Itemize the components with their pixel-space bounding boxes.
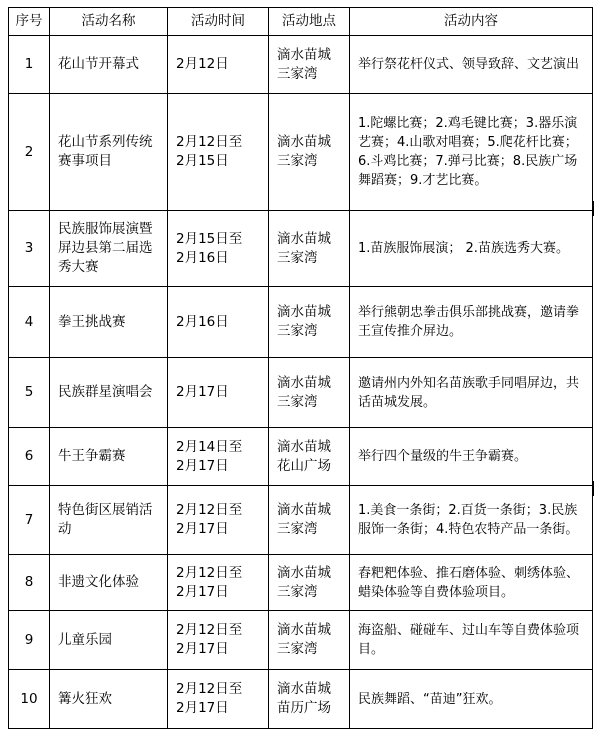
activity-content: 举行祭花杆仪式、领导致辞、文艺演出 <box>350 36 593 94</box>
activity-time <box>168 287 269 358</box>
activity-time-line: 2月17日 <box>176 641 229 657</box>
activity-place-line: 滴水苗城 <box>277 374 331 391</box>
header-name: 活动名称 <box>50 8 168 36</box>
table-row <box>9 428 593 486</box>
activity-name: 花山节开幕式 <box>50 36 168 94</box>
activity-time-line: 2月12日 <box>176 56 229 72</box>
activity-time <box>168 670 269 729</box>
row-number: 9 <box>9 611 50 670</box>
activity-time-line: 2月17日 <box>176 457 229 474</box>
activity-place <box>269 670 350 729</box>
activity-place-line: 三家湾 <box>277 393 318 410</box>
activity-place <box>269 555 350 611</box>
activity-content: 舂粑粑体验、推石磨体验、刺绣体验、蜡染体验等自费体验项目。 <box>350 555 593 611</box>
activity-place-line: 三家湾 <box>277 323 318 339</box>
table-row <box>9 36 593 94</box>
row-number: 10 <box>9 670 50 729</box>
activity-place-line: 三家湾 <box>277 583 318 600</box>
activity-place-line: 滴水苗城 <box>277 502 331 518</box>
activity-content: 1.苗族服饰展演； 2.苗族选秀大赛。 <box>350 211 593 287</box>
activity-place-line: 滴水苗城 <box>277 230 331 247</box>
activity-content: 1.陀螺比赛；2.鸡毛键比赛；3.器乐演艺赛；4.山歌对唱赛；5.爬花杆比赛；6.斗鸡比赛；7.弹弓比赛；8.民族广场舞蹈赛；9.才艺比赛。 <box>350 94 593 211</box>
activity-place-line: 三家湾 <box>277 641 318 657</box>
table-row <box>9 358 593 428</box>
row-number: 6 <box>9 428 50 486</box>
activity-place-line: 滴水苗城 <box>277 46 331 63</box>
activity-time-line: 2月17日 <box>176 521 229 537</box>
activity-place <box>269 358 350 428</box>
activity-place <box>269 94 350 211</box>
activity-place <box>269 211 350 287</box>
activity-time-line: 2月12日至 <box>176 681 243 697</box>
activity-schedule-table <box>8 7 593 729</box>
activity-time <box>168 358 269 428</box>
activity-place-line: 滴水苗城 <box>277 438 331 455</box>
scroll-edge-marker <box>593 481 594 496</box>
activity-place <box>269 611 350 670</box>
activity-time-line: 2月12日至 <box>176 502 243 518</box>
activity-name: 牛王争霸赛 <box>50 428 168 486</box>
row-number: 4 <box>9 287 50 358</box>
activity-place-line: 滴水苗城 <box>277 564 331 581</box>
activity-place-line: 三家湾 <box>277 153 318 169</box>
activity-time-line: 2月12日至 <box>176 564 243 581</box>
activity-name: 花山节系列传统赛事项目 <box>50 94 168 211</box>
activity-time <box>168 611 269 670</box>
activity-place-line: 苗历广场 <box>277 700 331 716</box>
table-row <box>9 94 593 211</box>
table-body <box>9 36 593 729</box>
activity-time <box>168 555 269 611</box>
activity-time-line: 2月17日 <box>176 384 229 400</box>
activity-time-line: 2月14日至 <box>176 438 243 455</box>
row-number: 3 <box>9 211 50 287</box>
activity-time <box>168 211 269 287</box>
activity-time-line: 2月16日 <box>176 249 229 266</box>
table-row <box>9 555 593 611</box>
activity-content: 邀请州内外知名苗族歌手同唱屏边，共话苗城发展。 <box>350 358 593 428</box>
header-place: 活动地点 <box>269 8 350 36</box>
table-row <box>9 486 593 555</box>
table-row <box>9 670 593 729</box>
activity-place <box>269 486 350 555</box>
activity-place <box>269 428 350 486</box>
row-number: 5 <box>9 358 50 428</box>
row-number: 2 <box>9 94 50 211</box>
table-row <box>9 287 593 358</box>
activity-place <box>269 287 350 358</box>
header-time: 活动时间 <box>168 8 269 36</box>
row-number: 8 <box>9 555 50 611</box>
activity-place-line: 三家湾 <box>277 521 318 537</box>
activity-schedule-document <box>8 7 593 729</box>
activity-time-line: 2月16日 <box>176 313 229 330</box>
activity-time-line: 2月15日至 <box>176 230 243 247</box>
activity-time-line: 2月12日至 <box>176 134 243 150</box>
activity-name: 非遗文化体验 <box>50 555 168 611</box>
activity-place <box>269 36 350 94</box>
activity-name: 篝火狂欢 <box>50 670 168 729</box>
activity-time <box>168 36 269 94</box>
activity-time <box>168 486 269 555</box>
row-number: 1 <box>9 36 50 94</box>
activity-place-line: 滴水苗城 <box>277 304 331 320</box>
table-row <box>9 211 593 287</box>
activity-place-line: 三家湾 <box>277 249 318 266</box>
activity-name: 民族群星演唱会 <box>50 358 168 428</box>
activity-place-line: 滴水苗城 <box>277 622 331 638</box>
activity-place-line: 滴水苗城 <box>277 681 331 697</box>
activity-place-line: 滴水苗城 <box>277 134 331 150</box>
activity-content: 举行熊朝忠拳击俱乐部挑战赛，邀请拳王宣传推介屏边。 <box>350 287 593 358</box>
activity-place-line: 花山广场 <box>277 457 331 474</box>
activity-name: 特色街区展销活动 <box>50 486 168 555</box>
activity-time-line: 2月17日 <box>176 700 229 716</box>
activity-time <box>168 94 269 211</box>
activity-time-line: 2月12日至 <box>176 622 243 638</box>
activity-time-line: 2月17日 <box>176 583 229 600</box>
activity-content: 1.美食一条街；2.百货一条街；3.民族服饰一条街；4.特色农特产品一条街。 <box>350 486 593 555</box>
activity-time-line: 2月15日 <box>176 153 229 169</box>
table-row <box>9 611 593 670</box>
header-content: 活动内容 <box>350 8 593 36</box>
activity-name: 民族服饰展演暨屏边县第二届选秀大赛 <box>50 211 168 287</box>
scroll-edge-marker <box>593 201 594 216</box>
activity-name: 拳王挑战赛 <box>50 287 168 358</box>
activity-content: 举行四个量级的牛王争霸赛。 <box>350 428 593 486</box>
row-number: 7 <box>9 486 50 555</box>
header-no: 序号 <box>9 8 50 36</box>
activity-time <box>168 428 269 486</box>
activity-content: 海盗船、碰碰车、过山车等自费体验项目。 <box>350 611 593 670</box>
table-header-row <box>9 8 593 36</box>
activity-place-line: 三家湾 <box>277 65 318 82</box>
activity-name: 儿童乐园 <box>50 611 168 670</box>
activity-content: 民族舞蹈、“苗迪”狂欢。 <box>350 670 593 729</box>
